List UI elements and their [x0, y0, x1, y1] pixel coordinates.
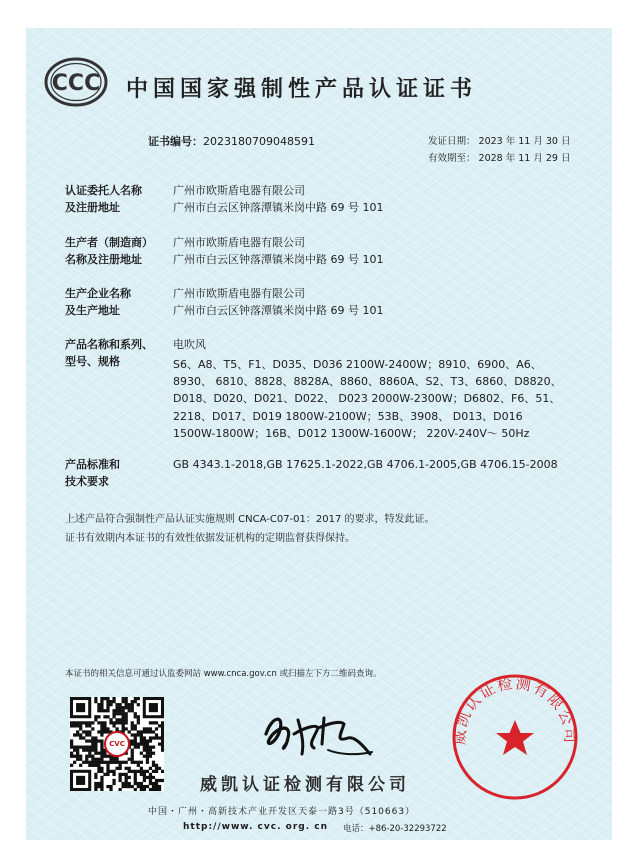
spec-line: 2218、D017、D019 1800W-2100W；53B、3908、 D013、D016	[173, 409, 523, 423]
product-spec	[173, 356, 562, 442]
ccc-logo	[44, 57, 108, 107]
standards-value: GB 4343.1-2018,GB 17625.1-2022,GB 4706.1-2005,GB 4706.15-2008	[173, 458, 558, 471]
footer-note: 本证书的相关信息可通过认监委网站 www.cnca.gov.cn 或扫描左下方二维码查询。	[65, 669, 382, 679]
org-website[interactable]: http://www. cvc. org. cn	[183, 822, 328, 832]
applicant-label: 认证委托人名称 及注册地址	[65, 184, 142, 214]
certificate-title: 中国国家强制性产品认证证书	[126, 77, 478, 102]
manufacturer-address: 广州市白云区钟落潭镇米岗中路 69 号 101	[173, 253, 384, 266]
org-phone: 电话：+86-20-32293722	[343, 824, 447, 834]
spec-line: 1500W-1800W；16B、D012 1300W-1600W； 220V-240V～ 50Hz	[173, 426, 530, 440]
factory-label: 生产企业名称 及生产地址	[65, 287, 131, 317]
statement-2: 证书有效期内本证书的有效性依据发证机构的定期监督获得保持。	[65, 533, 355, 544]
qr-cvc-badge: CVC	[104, 731, 130, 757]
spec-line: 8930、 6810、8828、8828A、8860、8860A、S2、T3、6860、D8820、	[173, 375, 562, 389]
seal-text: 威凯认证检测有限公司	[450, 673, 580, 746]
date-block	[428, 133, 571, 167]
factory-value	[173, 285, 383, 319]
applicant-name: 广州市欧斯盾电器有限公司	[173, 184, 305, 197]
statement-1: 上述产品符合强制性产品认证实施规则 CNCA-C07-01：2017 的要求，特发此证。	[65, 514, 435, 525]
spec-line: S6、A8、T5、F1、D035、D036 2100W-2400W；8910、6900、A6、	[173, 358, 542, 371]
expiry-date-value: 2028 年 11 月 29 日	[478, 153, 571, 164]
manufacturer-value	[173, 234, 383, 268]
issue-date-label: 发证日期：	[428, 136, 476, 147]
logo-text: CCC	[51, 71, 101, 96]
issue-date-value: 2023 年 11 月 30 日	[478, 136, 571, 147]
standards-label: 产品标准和 技术要求	[65, 458, 120, 488]
spec-line: D018、D020、D021、D022、 D023 2000W-2300W；D6802、F6、51、	[173, 392, 561, 406]
qr-finder	[76, 703, 85, 712]
manufacturer-label: 生产者（制造商） 名称及注册地址	[65, 236, 153, 266]
manufacturer-name: 广州市欧斯盾电器有限公司	[173, 236, 305, 249]
cert-number-value: 2023180709048591	[203, 135, 315, 148]
qr-code[interactable]	[70, 697, 164, 791]
cert-number	[148, 133, 315, 149]
org-name: 威凯认证检测有限公司	[200, 775, 410, 795]
qr-finder	[149, 703, 158, 712]
cert-number-label: 证书编号：	[148, 135, 203, 148]
org-address: 中国・广州・高新技术产业开发区天泰一路3号（510663）	[148, 807, 416, 817]
official-seal	[450, 672, 580, 802]
signature	[258, 704, 378, 764]
applicant-value	[173, 182, 383, 216]
product-label: 产品名称和系列、 型号、规格	[65, 338, 153, 368]
expiry-date-label: 有效期至：	[428, 153, 476, 164]
seal-star-icon	[496, 720, 534, 755]
applicant-address: 广州市白云区钟落潭镇米岗中路 69 号 101	[173, 201, 384, 214]
factory-name: 广州市欧斯盾电器有限公司	[173, 287, 305, 300]
factory-address: 广州市白云区钟落潭镇米岗中路 69 号 101	[173, 304, 384, 317]
qr-finder	[76, 776, 85, 785]
product-name: 电吹风	[173, 338, 206, 351]
